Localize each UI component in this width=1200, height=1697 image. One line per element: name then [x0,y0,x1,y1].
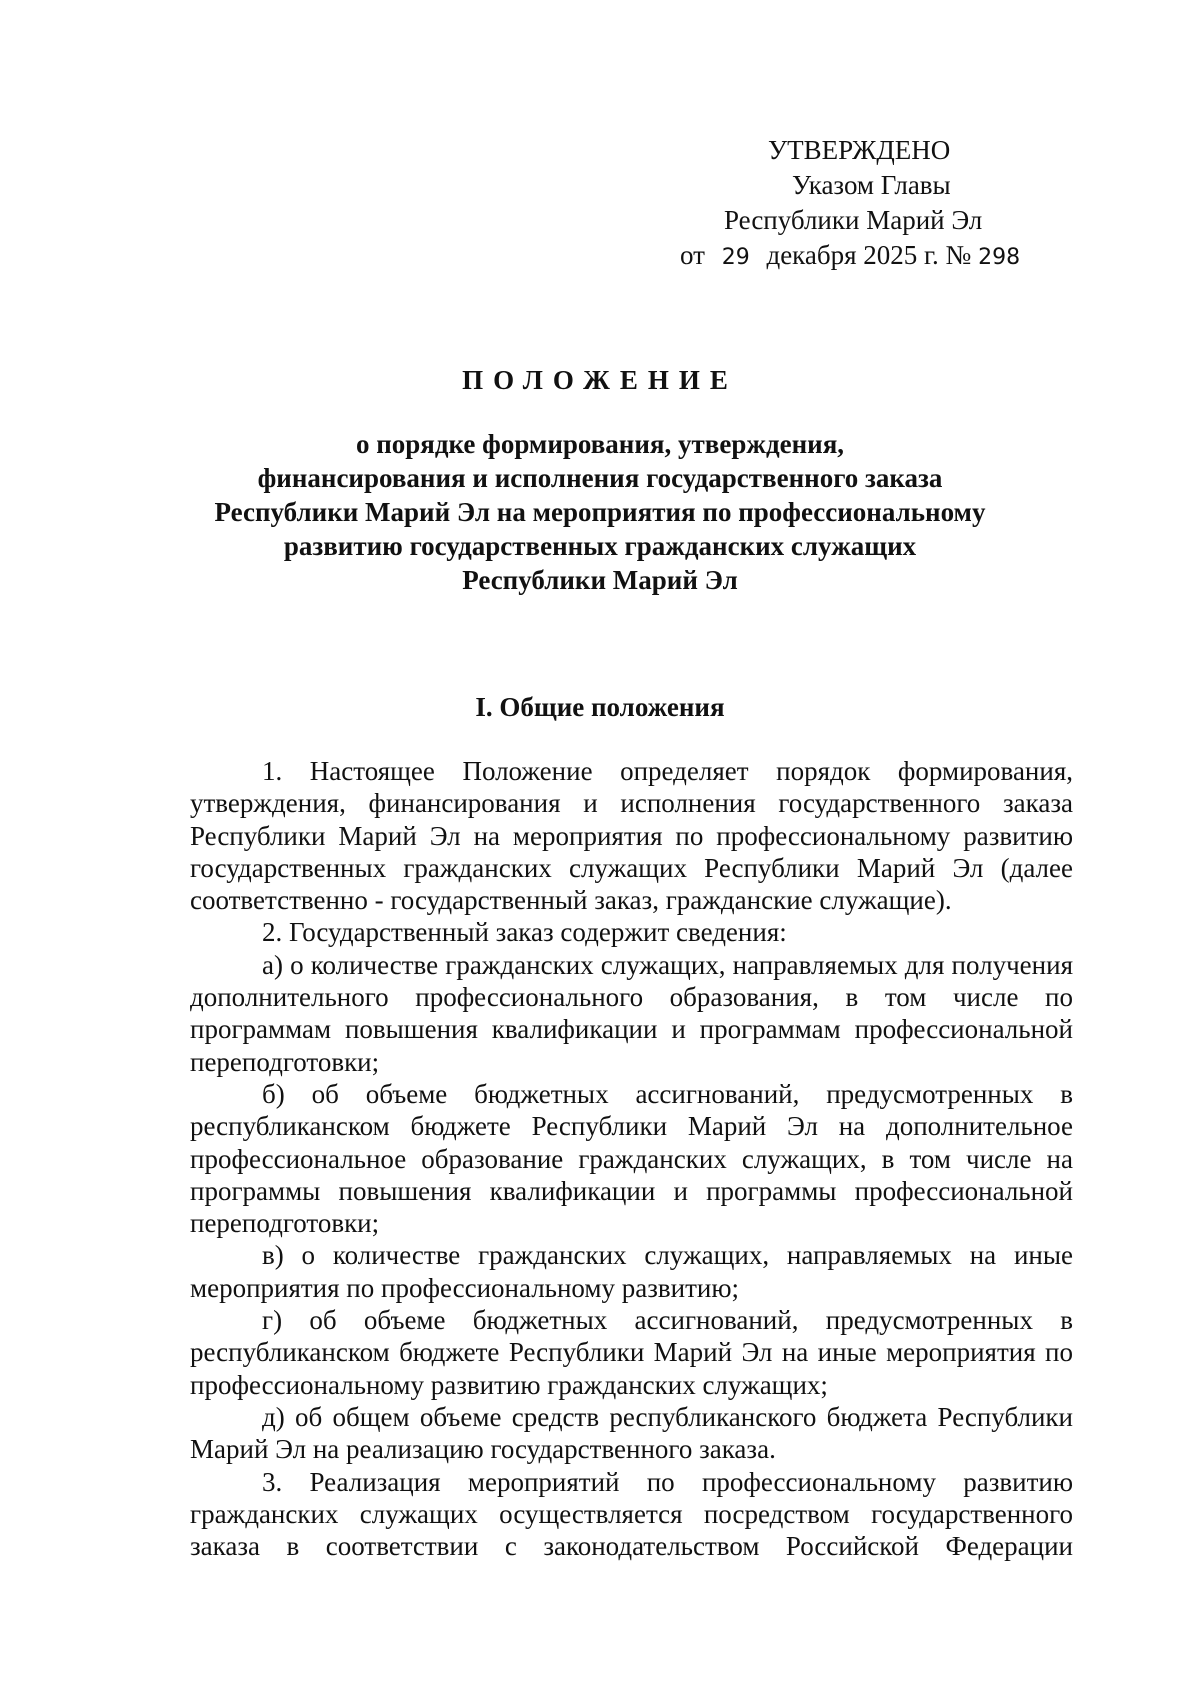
date-rest: декабря 2025 г. № [766,240,972,270]
date-prefix: от [680,240,705,270]
subtitle-line: Республики Марий Эл на мероприятия по профессиональному [214,497,986,527]
paragraph-2c: в) о количестве гражданских служащих, направляемых на иные мероприятия по профессиональному развитию; [190,1240,1073,1303]
subtitle-line: развитию государственных гражданских служащих [283,531,917,561]
subtitle-line: финансирования и исполнения государственного заказа [257,463,943,493]
paragraph-2d: г) об объеме бюджетных ассигнований, предусмотренных в республиканском бюджете Республики Марий Эл на иные мероприятия по профессиональному развитию гражданских служащих; [190,1305,1073,1400]
paragraph-2: 2. Государственный заказ содержит сведения: [262,917,787,948]
subtitle-line: Республики Марий Эл [462,565,738,595]
document-number: 298 [978,245,1021,270]
approval-authority: Указом Главы [792,170,951,200]
approval-stamp [640,133,1060,275]
paragraph-3: 3. Реализация мероприятий по профессиональному развитию гражданских служащих осуществляется посредством государственного заказа в соответствии с законодательством Российской Федерации [190,1466,1073,1562]
paragraph-2a: а) о количестве гражданских служащих, направляемых для получения дополнительного профессионального образования, в том числе по программам повышения квалификации и программам профессиональной переподготовки; [190,949,1073,1077]
date-day: 29 [721,245,750,270]
paragraph-2e: д) об общем объеме средств республиканского бюджета Республики Марий Эл на реализацию государственного заказа. [190,1401,1073,1465]
approval-heading: УТВЕРЖДЕНО [768,135,951,165]
body-text [190,755,1073,1562]
paragraph-2b: б) об объеме бюджетных ассигнований, предусмотренных в республиканском бюджете Республики Марий Эл на дополнительное профессиональное образование гражданских служащих, в том числе на программы повышения квалификации и программы профессиональной переподготовки; [190,1078,1073,1239]
subtitle-line: о порядке формирования, утверждения, [355,429,845,459]
section-heading: I. Общие положения [475,692,725,722]
document-title: ПОЛОЖЕНИЕ [462,365,738,395]
paragraph-1: 1. Настоящее Положение определяет порядок формирования, утверждения, финансирования и исполнения государственного заказа Республики Марий Эл на мероприятия по профессиональному развитию государственных гражданских служащих Республики Марий Эл (далее соответственно - государственный заказ, гражданские служащие). [190,756,1073,916]
approval-region: Республики Марий Эл [724,205,983,235]
document-subtitle [160,427,1040,597]
approval-date [640,238,1060,275]
